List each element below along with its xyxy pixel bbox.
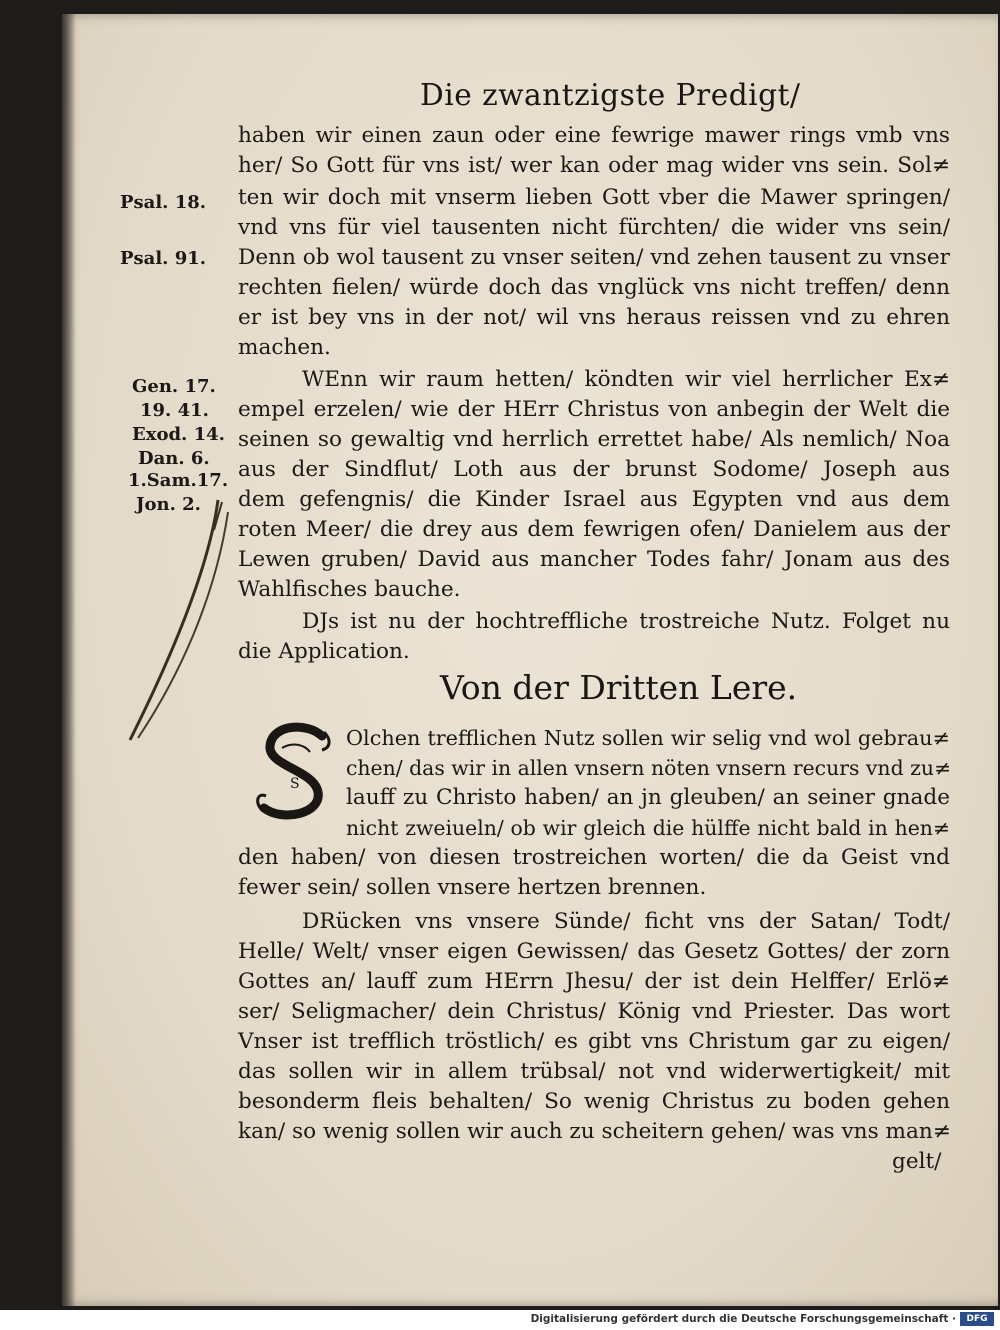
text-line: lauff zu Christo haben/ an jn gleuben/ an seiner gnade — [346, 785, 950, 810]
page-gutter-shadow — [62, 14, 76, 1306]
text-line: nicht zweiueln/ ob wir gleich die hülffe nicht bald in hen≠ — [346, 816, 950, 840]
text-line: chen/ das wir in allen vnsern nöten vnsern recurs vnd zu≠ — [346, 756, 952, 780]
text-line: vnd vns für viel tausenten nicht fürchten/ die wider vns sein/ — [238, 215, 950, 240]
footer-bar — [0, 1310, 1000, 1330]
text-line: empel erzelen/ wie der HErr Christus von anbegin der Welt die — [238, 397, 950, 422]
text-line: kan/ so wenig sollen wir auch zu scheitern gehen/ was vns man≠ — [238, 1119, 951, 1144]
text-line: rechten fielen/ würde doch das vnglück vns nicht treffen/ denn — [238, 275, 950, 300]
text-line: DRücken vns vnsere Sünde/ ficht vns der Satan/ Todt/ — [302, 909, 950, 934]
text-line: Olchen trefflichen Nutz sollen wir selig vnd wol gebrau≠ — [346, 726, 950, 750]
text-line: roten Meer/ die drey aus dem fewrigen ofen/ Danielem aus der — [238, 517, 950, 542]
margin-note: Psal. 18. — [120, 192, 207, 213]
text-line: Helle/ Welt/ vnser eigen Gewissen/ das Gesetz Gottes/ der zorn — [238, 939, 950, 964]
text-line: Lewen gruben/ David aus mancher Todes fahr/ Jonam aus des — [238, 547, 950, 572]
text-line: haben wir einen zaun oder eine fewrige mawer rings vmb vns — [238, 123, 950, 148]
text-line: ten wir doch mit vnserm lieben Gott vber die Mawer springen/ — [238, 185, 950, 210]
decorated-initial — [252, 718, 338, 828]
text-line: her/ So Gott für vns ist/ wer kan oder mag wider vns sein. Sol≠ — [238, 153, 950, 178]
margin-note: Psal. 91. — [120, 248, 207, 269]
text-line: Wahlfisches bauche. — [238, 577, 461, 602]
text-line: besonderm fleis behalten/ So wenig Christus zu boden gehen — [238, 1089, 950, 1114]
text-line: WEnn wir raum hetten/ köndten wir viel herrlicher Ex≠ — [302, 367, 950, 392]
margin-note: Exod. 14. — [132, 424, 225, 445]
margin-note: Jon. 2. — [136, 494, 201, 515]
running-head: Die zwantzigste Predigt/ — [420, 78, 801, 112]
footer-credit: Digitalisierung gefördert durch die Deutsche Forschungsgemeinschaft · — [530, 1313, 956, 1325]
pen-mark-drawing — [110, 490, 240, 750]
margin-note: Dan. 6. — [138, 448, 210, 469]
text-line: Denn ob wol tausent zu vnser seiten/ vnd zehen tausent zu vnser — [238, 245, 950, 270]
text-line: seinen so gewaltig vnd herrlich errettet habe/ Als nemlich/ Noa — [238, 427, 950, 452]
text-line: die Application. — [238, 639, 410, 664]
text-line: ser/ Seligmacher/ dein Christus/ König vnd Priester. Das wort — [238, 999, 950, 1024]
margin-note: Gen. 17. — [132, 376, 216, 397]
initial-letter: S — [290, 776, 300, 792]
text-line: aus der Sindflut/ Loth aus der brunst Sodome/ Joseph aus — [238, 457, 950, 482]
catchword: gelt/ — [892, 1149, 942, 1174]
margin-note: 1.Sam.17. — [128, 470, 229, 491]
text-line: den haben/ von diesen trostreichen worten/ die da Geist vnd — [238, 845, 950, 870]
text-line: dem gefengnis/ die Kinder Israel aus Egypten vnd aus dem — [238, 487, 950, 512]
text-line: Vnser ist trefflich tröstlich/ es gibt vns Christum gar zu eigen/ — [238, 1029, 950, 1054]
dfg-logo: DFG — [960, 1312, 994, 1326]
margin-note: 19. 41. — [140, 400, 209, 421]
text-line: er ist bey vns in der not/ wil vns heraus reissen vnd zu ehren — [238, 305, 950, 330]
text-line: DJs ist nu der hochtreffliche trostreiche Nutz. Folget nu — [302, 609, 950, 634]
text-line: Gottes an/ lauff zum HErrn Jhesu/ der ist dein Helffer/ Erlö≠ — [238, 969, 950, 994]
section-heading: Von der Dritten Lere. — [440, 668, 798, 707]
text-line: das sollen wir in allem trübsal/ not vnd widerwertigkeit/ mit — [238, 1059, 950, 1084]
text-line: machen. — [238, 335, 331, 360]
text-line: fewer sein/ sollen vnsere hertzen brennen. — [238, 875, 707, 900]
